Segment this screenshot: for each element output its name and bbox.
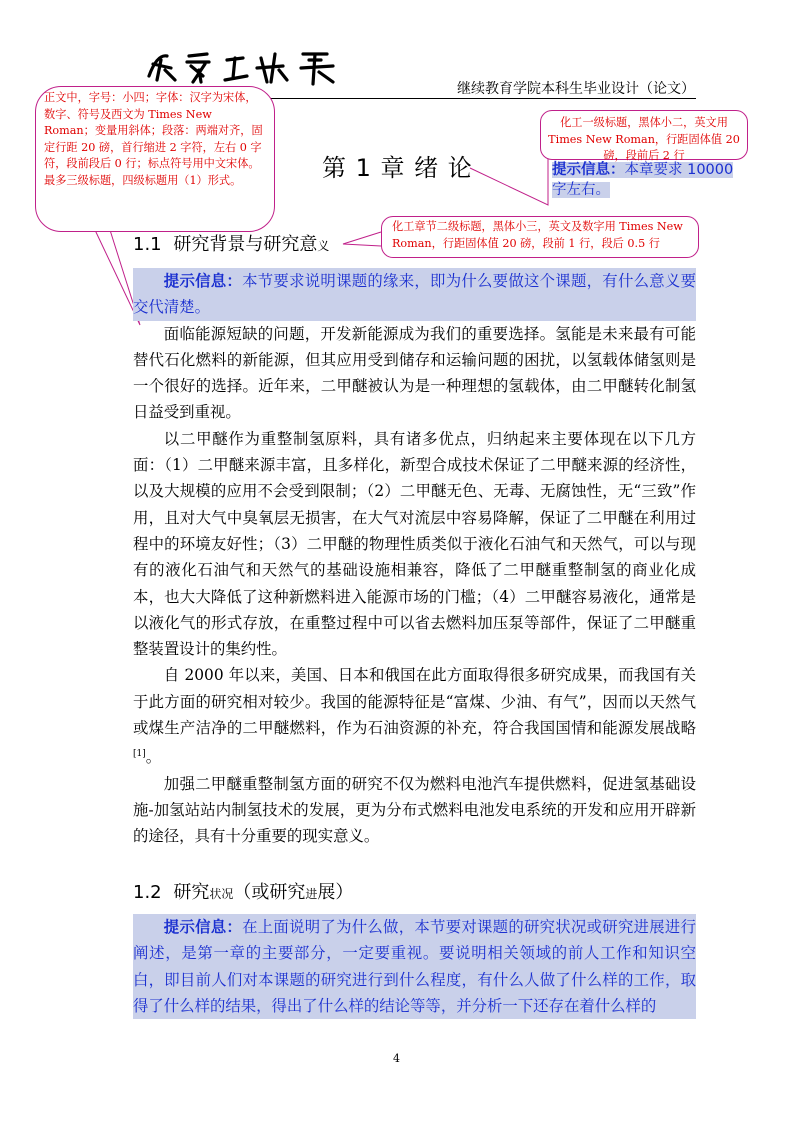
section-title-tail: 义	[317, 239, 330, 253]
chapter-title: 第 1 章 绪 论	[322, 154, 473, 182]
section-title-small: 进	[305, 887, 318, 901]
section-title-part: （或研究	[233, 882, 306, 903]
section-heading-1-1	[133, 230, 329, 256]
section-title-part: 展）	[317, 882, 354, 903]
page-number: 4	[393, 1052, 400, 1065]
paragraph: 面临能源短缺的问题，开发新能源成为我们的重要选择。氢能是未来最有可能替代石化燃料的新能源，但其应用受到储存和运输问题的困扰，以氢载体储氢则是一个很好的选择。近年来，二甲醚被认为是一种理想的氢载体，由二甲醚转化制氢日益受到重视。	[133, 324, 696, 422]
paragraph: 以二甲醚作为重整制氢原料，具有诸多优点，归纳起来主要体现在以下几方面：（1）二甲醚来源丰富，且多样化，新型合成技术保证了二甲醚来源的经济性，以及大规模的应用不会受到限制；（2）二甲醚无色、无毒、无腐蚀性，无“三致”作用，且对大气中臭氧层无损害，在大气对流层中容易降解，保证了二甲醚在利用过程中的环境友好性；（3）二甲醚的物理性质类似于液化石油气和天然气，可以与现有的液化石油气和天然气的基础设施相兼容，降低了二甲醚重整制氢的商业化成本，也大大降低了这种新燃料进入能源市场的门槛；（4）二甲醚容易液化，通常是以液化气的形式存放，在重整过程中可以省去燃料加压泵等部件，保证了二甲醚重整装置设计的集约性。	[133, 429, 696, 659]
section-title-part: 研究	[173, 882, 210, 903]
section-number: 1.2	[133, 882, 162, 903]
tip-text: 在上面说明了为什么做，本节要对课题的研究状况或研究进展进行阐述，是第一章的主要部分，一定要重视。要说明相关领域的前人工作和知识空白，即目前人们对本课题的研究进行到什么程度，有什么人做了什么样的工作，取得了什么样的结果，得出了什么样的结论等等，并分析一下还存在着什么样的	[133, 918, 696, 1015]
tip-label: 提示信息：	[163, 918, 243, 936]
body-format-note: 正文中，字号：小四；字体：汉字为宋体，数字、符号及西文为 Times New Roman；变量用斜体；段落：两端对齐，固定行距 20 磅，首行缩进 2 字符，左右 0 字符，段前段后 0 行；标点符号用中文宋体。最多三级标题，四级标题用（1）形式。	[35, 86, 275, 232]
section-1-2-body	[133, 914, 696, 1019]
tip-paragraph-2	[133, 914, 696, 1019]
chapter-tip-text: 本章要求 10000 字左右。	[552, 162, 734, 198]
paragraph-end: 。	[145, 748, 162, 767]
section-heading-1-2	[133, 878, 353, 904]
paragraph-text: 自 2000 年以来，美国、日本和俄国在此方面取得很多研究成果，而我国有关于此方面的研究相对较少。我国的能源特征是“富煤、少油、有气”，因而以天然气或煤生产洁净的二甲醚燃料，作为石油资源的补充，符合我国国情和能源发展战略	[133, 666, 696, 738]
paragraph	[133, 662, 696, 770]
section-format-note: 化工章节二级标题，黑体小三，英文及数字用 Times New Roman，行距固体值 20 磅，段前 1 行，段后 0.5 行	[381, 216, 699, 258]
tip-text: 本节要求说明课题的缘来，即为什么要做这个课题，有什么意义要交代清楚。	[133, 272, 696, 317]
section-number: 1.1	[133, 234, 162, 255]
chapter-tip	[552, 160, 742, 200]
tip-paragraph-1	[133, 268, 696, 321]
paragraph: 加强二甲醚重整制氢方面的研究不仅为燃料电池汽车提供燃料，促进氢基础设施-加氢站站内制氢技术的发展，更为分布式燃料电池发电系统的开发和应用开辟新的途径，具有十分重要的现实意义。	[133, 774, 696, 846]
chapter-tip-label: 提示信息：	[552, 162, 625, 178]
citation-superscript: [1]	[133, 749, 146, 760]
tip-label: 提示信息：	[163, 272, 243, 290]
section-1-1-body	[133, 268, 696, 850]
chapter-format-note: 化工一级标题，黑体小二，英文用 Times New Roman，行距固体值 20 磅，段前后 2 行	[540, 110, 748, 160]
section-title: 研究背景与研究意	[173, 234, 318, 255]
header-title: 继续教育学院本科生毕业设计（论文）	[457, 81, 695, 97]
section-title-small: 状况	[209, 887, 234, 901]
